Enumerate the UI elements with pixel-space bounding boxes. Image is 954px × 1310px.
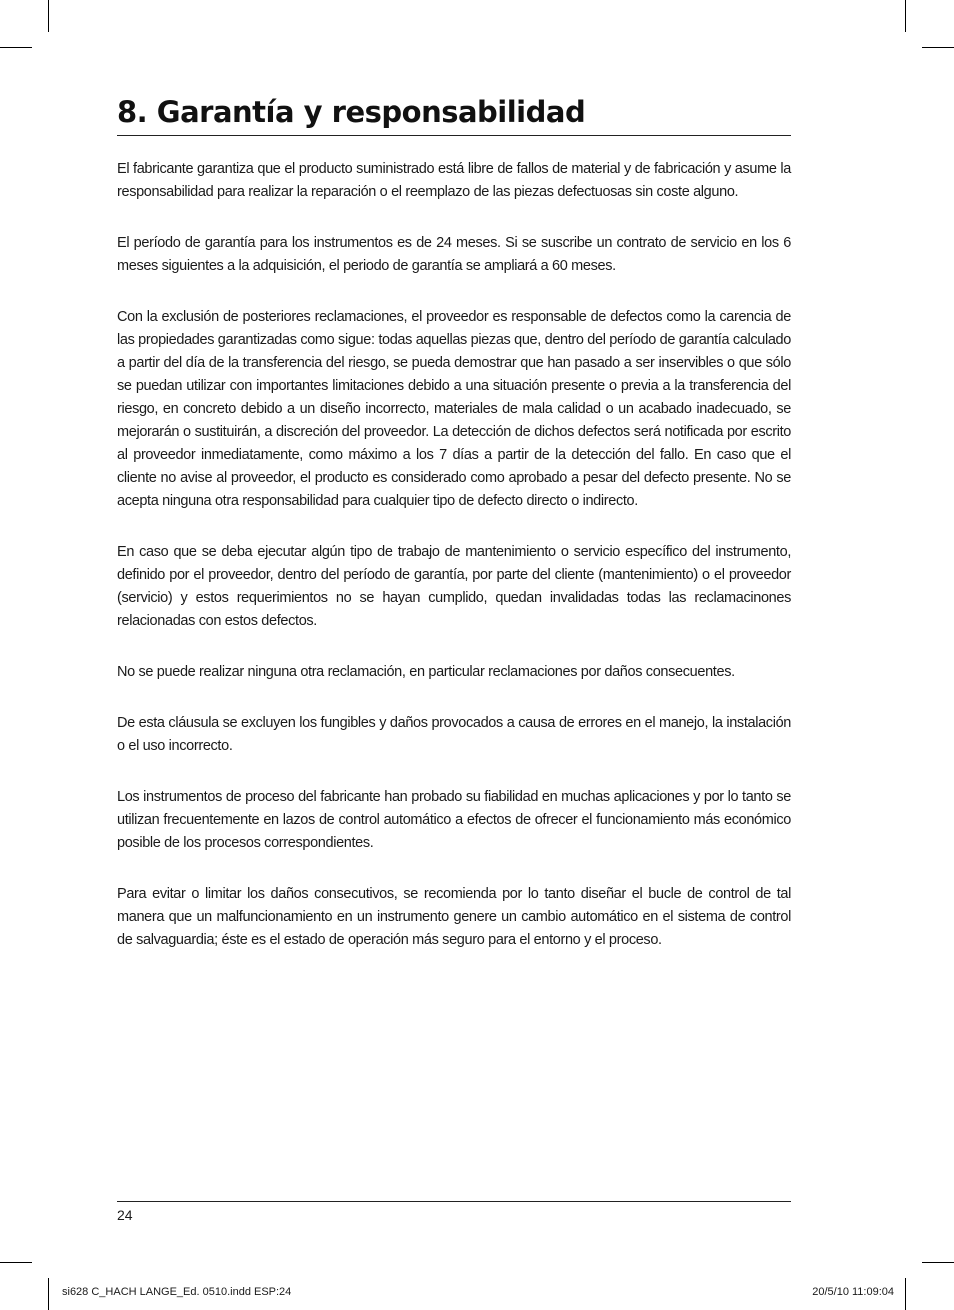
paragraph-recommendation: Para evitar o limitar los daños consecutivos, se recomienda por lo tanto diseñar el bucle de control de tal manera que un malfuncionamiento en un instrumento genere un cambio automático en el sistema de control de salvaguardia; éste es el estado de operación más seguro para el entorno y el proceso. <box>117 886 791 948</box>
paragraph-exclusions: De esta cláusula se excluyen los fungibles y daños provocados a causa de errores en el manejo, la instalación o el uso incorrecto. <box>117 715 791 754</box>
paragraph-maintenance: En caso que se deba ejecutar algún tipo de trabajo de mantenimiento o servicio específico del instrumento, definido por el proveedor, dentro del período de garantía, por parte del cliente (mantenimiento) o el proveedor (servicio) y estos requerimientos no se hayan cumplido, quedan invalidadas todas las reclamacinones relacionadas con estos defectos. <box>117 544 791 629</box>
page-title: 8. Garantía y responsabilidad <box>117 95 586 129</box>
paragraph-process-instruments: Los instrumentos de proceso del fabricante han probado su fiabilidad en muchas aplicaciones y por lo tanto se utilizan frecuentemente en lazos de control automático a efectos de ofrecer el funcionamiento más económico posible de los procesos correspondientes. <box>117 789 791 851</box>
crop-mark <box>905 1278 906 1310</box>
title-divider <box>117 135 791 136</box>
crop-mark <box>0 1262 32 1263</box>
crop-mark <box>905 0 906 32</box>
crop-mark <box>922 47 954 48</box>
footer-divider <box>117 1201 791 1202</box>
paragraph-warranty-intro: El fabricante garantiza que el producto suministrado está libre de fallos de material y de fabricación y asume la responsabilidad para realizar la reparación o el reemplazo de las piezas defectuosas sin coste alguno. <box>117 161 791 200</box>
crop-mark <box>48 1278 49 1310</box>
print-slug-file: si628 C_HACH LANGE_Ed. 0510.indd ESP:24 <box>62 1286 292 1298</box>
paragraph-no-other-claims: No se puede realizar ninguna otra reclamación, en particular reclamaciones por daños consecuentes. <box>117 664 735 680</box>
paragraph-liability-conditions: Con la exclusión de posteriores reclamaciones, el proveedor es responsable de defectos como la carencia de las propiedades garantizadas como sigue: todas aquellas piezas que, dentro del período de garantía calculado a partir del día de la transferencia del riesgo, se pueda demostrar que han pasado a ser inservibles o que sólo se puedan utilizar con importantes limitaciones debido a una situación presente o previa a la transferencia del riesgo, en concreto debido a un diseño incorrecto, materiales de mala calidad o un acabado inadecuado, se mejorarán o sustituirán, a discreción del proveedor. La detección de dichos defectos será notificada por escrito al proveedor inmediatamente, como máximo a los 7 días a partir de la detección del fallo. En caso que el cliente no avise al proveedor, el producto es considerado como aprobado a pesar del defecto presente. No se acepta ninguna otra responsabilidad para cualquier tipo de defecto directo o indirecto. <box>117 309 791 509</box>
paragraph-warranty-period: El período de garantía para los instrumentos es de 24 meses. Si se suscribe un contrato de servicio en los 6 meses siguientes a la adquisición, el periodo de garantía se ampliará a 60 meses. <box>117 235 791 274</box>
crop-mark <box>48 0 49 32</box>
crop-mark <box>0 47 32 48</box>
body-text <box>117 158 791 980</box>
print-slug-timestamp: 20/5/10 11:09:04 <box>812 1286 894 1298</box>
crop-mark <box>922 1262 954 1263</box>
page-number: 24 <box>117 1207 133 1223</box>
